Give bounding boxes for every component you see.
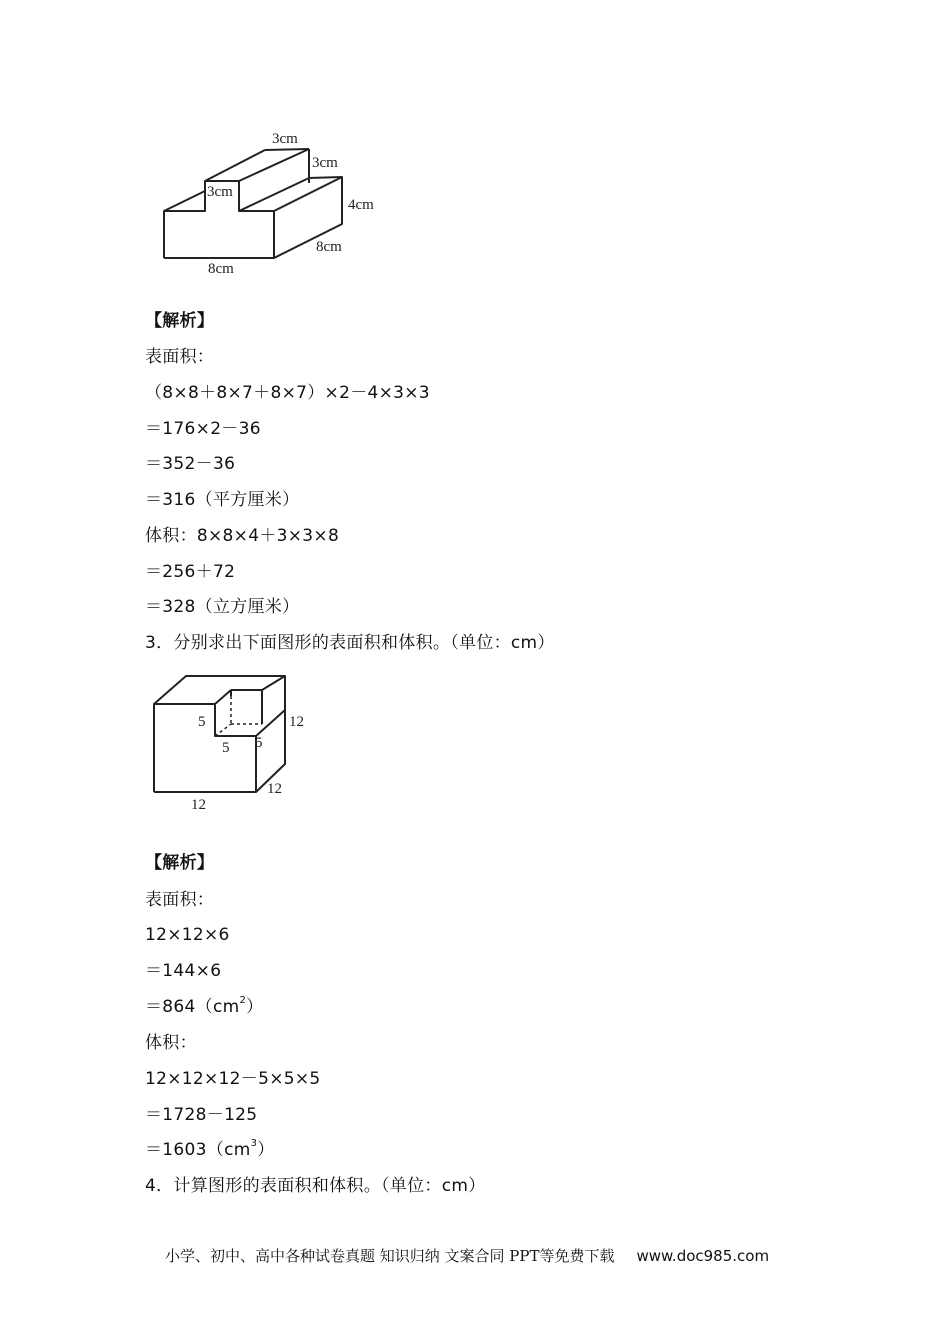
label-cut-height: 5 bbox=[198, 714, 206, 730]
question-3: 3．分别求出下面图形的表面积和体积。（单位：cm） bbox=[145, 633, 555, 653]
label-bottom-width: 8cm bbox=[208, 261, 234, 277]
solution-line-volume-result bbox=[145, 1139, 275, 1161]
solution-line: ＝256＋72 bbox=[145, 562, 236, 582]
footer-text: 小学、初中、高中各种试卷真题 知识归纳 文案合同 PPT等免费下载 bbox=[165, 1247, 615, 1265]
area-result-text: ＝864（cm bbox=[145, 997, 240, 1017]
figure-notched-cube bbox=[145, 668, 325, 818]
solution-line: ＝144×6 bbox=[145, 961, 222, 981]
analysis-heading-1: 【解析】 bbox=[145, 311, 215, 331]
figure-stepped-solid bbox=[150, 125, 400, 285]
solution-line: ＝1728－125 bbox=[145, 1105, 258, 1125]
label-inner-height: 3cm bbox=[207, 184, 233, 200]
label-width: 12 bbox=[191, 797, 206, 813]
label-depth: 8cm bbox=[316, 239, 342, 255]
label-top-depth: 3cm bbox=[312, 155, 338, 171]
solution-line: 体积： bbox=[145, 1033, 197, 1053]
solution-line: 表面积： bbox=[145, 347, 215, 367]
solution-line: 体积：8×8×4＋3×3×8 bbox=[145, 526, 340, 546]
solution-line-area-result bbox=[145, 996, 263, 1018]
question-4: 4．计算图形的表面积和体积。（单位：cm） bbox=[145, 1176, 486, 1196]
label-depth: 12 bbox=[267, 781, 282, 797]
analysis-heading-2: 【解析】 bbox=[145, 853, 215, 873]
label-height: 12 bbox=[289, 714, 304, 730]
solution-line: 12×12×12－5×5×5 bbox=[145, 1069, 321, 1089]
solution-line: ＝352－36 bbox=[145, 454, 236, 474]
solution-line: ＝316（平方厘米） bbox=[145, 490, 300, 510]
solution-line: 表面积： bbox=[145, 890, 215, 910]
label-top-width: 3cm bbox=[272, 131, 298, 147]
solution-line: ＝176×2－36 bbox=[145, 419, 261, 439]
solution-line: ＝328（立方厘米） bbox=[145, 597, 300, 617]
label-cut-width: 5 bbox=[222, 740, 230, 756]
page-footer bbox=[165, 1245, 769, 1266]
solution-line: 12×12×6 bbox=[145, 925, 230, 945]
close-paren: ） bbox=[257, 1140, 275, 1160]
close-paren: ） bbox=[246, 997, 264, 1017]
superscript-2: 2 bbox=[239, 995, 247, 1007]
footer-site-link[interactable]: www.doc985.com bbox=[636, 1247, 770, 1265]
solution-line: （8×8＋8×7＋8×7）×2－4×3×3 bbox=[145, 383, 430, 403]
label-right-height: 4cm bbox=[348, 197, 374, 213]
label-cut-depth: 5 bbox=[255, 735, 263, 751]
volume-result-text: ＝1603（cm bbox=[145, 1140, 251, 1160]
superscript-3: 3 bbox=[250, 1138, 258, 1150]
